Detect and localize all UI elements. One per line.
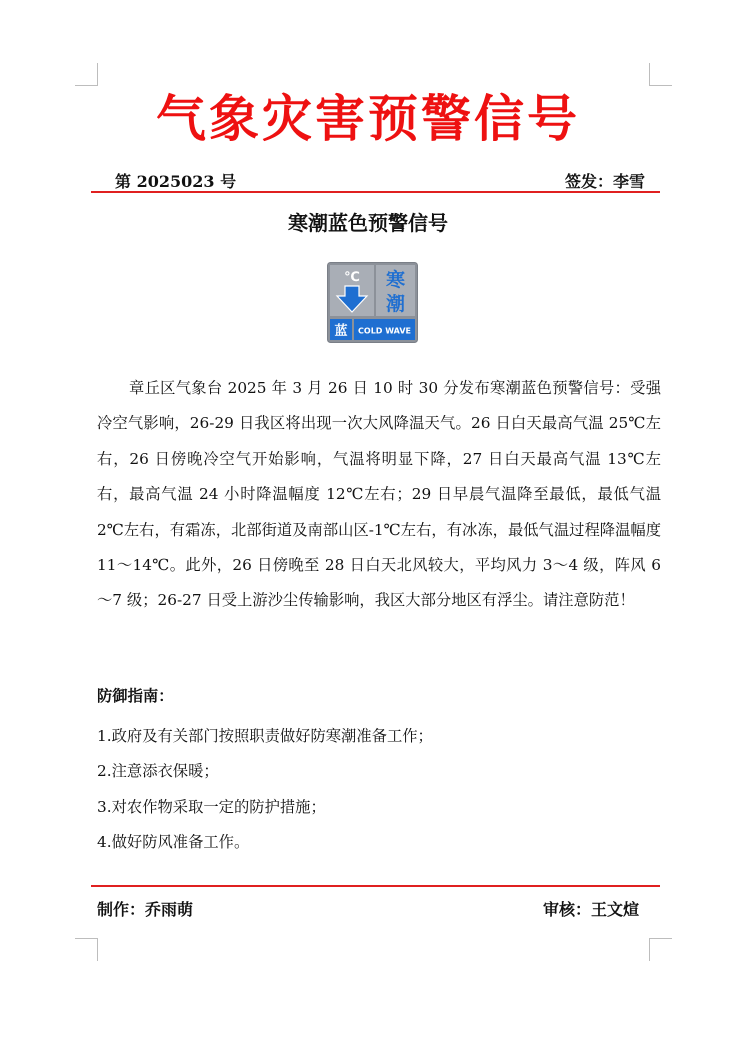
page-title: 气象灾害预警信号 (156, 90, 580, 148)
guidance-item: 3.对农作物采取一定的防护措施； (97, 797, 326, 816)
signal-char-bottom: 潮 (385, 293, 406, 315)
signal-level: 蓝 (334, 324, 348, 339)
header-divider (91, 191, 660, 193)
degree-symbol: ℃ (344, 270, 360, 285)
crop-mark-bottom-left (75, 938, 98, 961)
guidance-list (97, 719, 433, 861)
footer-divider (91, 885, 660, 887)
guidance-item: 2.注意添衣保暖； (97, 762, 219, 781)
crop-mark-bottom-right (649, 938, 672, 961)
document-title: 寒潮蓝色预警信号 (288, 211, 448, 235)
guidance-item: 4.做好防风准备工作。 (97, 833, 250, 852)
guidance-heading: 防御指南： (97, 687, 174, 705)
signal-char-top: 寒 (385, 269, 406, 291)
issuer: 签发：李雪 (564, 172, 645, 191)
issue-number: 第 2025023 号 (115, 172, 237, 191)
maker: 制作：乔雨萌 (97, 900, 194, 919)
reviewer: 审核：王文煊 (542, 900, 639, 919)
cold-wave-blue-signal-icon (327, 262, 418, 343)
guidance-item: 1.政府及有关部门按照职责做好防寒潮准备工作； (97, 727, 433, 745)
warning-body: 章丘区气象台 2025 年 3 月 26 日 10 时 30 分发布寒潮蓝色预警信号：受强冷空气影响，26-29 日我区将出现一次大风降温天气。26 日白天最高气温 25℃左右，26 日傍晚冷空气开始影响，气温将明显下降，27 日白天最高气温 13℃左右，最高气温 24 小时降温幅度 12℃左右；29 日早晨气温降至最低，最低气温 2℃左右，有霜冻，北部街道及南部山区-1℃左右，有冰冻，最低气温过程降温幅度 11～14℃。此外，26 日傍晚至 28 日白天北风较大，平均风力 3～4 级，阵风 6～7 级；26-27 日受上游沙尘传输影响，我区大部分地区有浮尘。请注意防范！ (97, 379, 661, 610)
signal-english-label: COLD WAVE (358, 326, 411, 336)
